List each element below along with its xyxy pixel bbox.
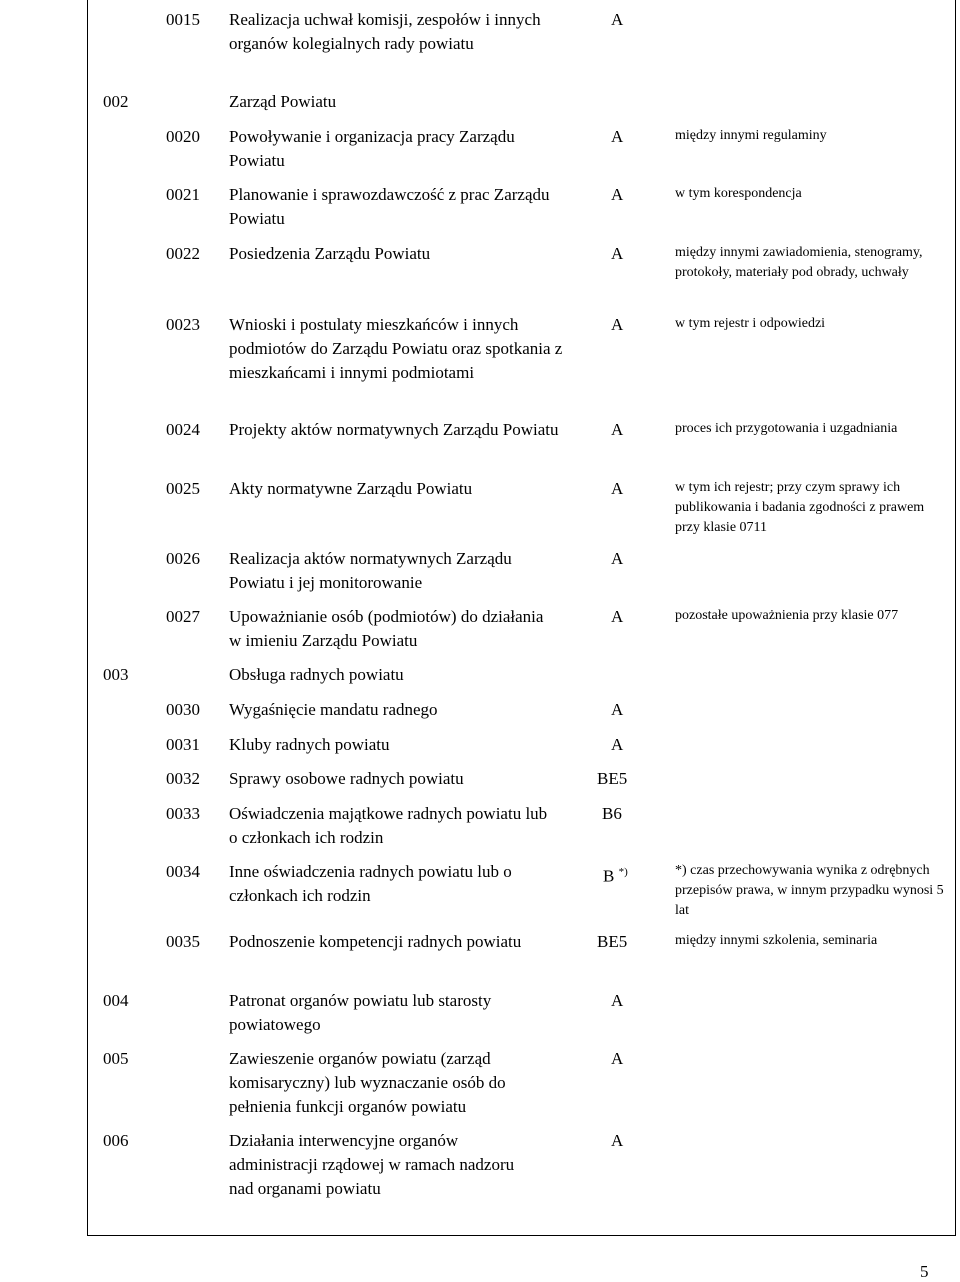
row-category: A: [611, 127, 624, 146]
row-title: Zawieszenie organów powiatu (zarząd komisaryczny) lub wyznaczanie osób do pełnienia funkcji organów powiatu: [229, 1049, 506, 1116]
row-code: 002: [103, 92, 129, 111]
row-title: Oświadczenia majątkowe radnych powiatu lub o członkach ich rodzin: [229, 804, 548, 847]
row-category: A: [611, 244, 624, 263]
row-code: 003: [103, 665, 129, 684]
row-category: A: [611, 479, 624, 498]
row-title: Projekty aktów normatywnych Zarządu Powiatu: [229, 420, 559, 439]
row-note: między innymi zawiadomienia, stenogramy, protokoły, materiały pod obrady, uchwały: [675, 245, 923, 280]
row-title: Upoważnianie osób (podmiotów) do działania w imieniu Zarządu Powiatu: [229, 607, 544, 650]
row-title: Realizacja uchwał komisji, zespołów i innych organów kolegialnych rady powiatu: [229, 10, 541, 53]
row-title: Obsługa radnych powiatu: [229, 665, 404, 684]
row-title: Realizacja aktów normatywnych Zarządu Powiatu i jej monitorowanie: [229, 549, 512, 592]
row-category: A: [611, 991, 624, 1010]
row-note: w tym rejestr i odpowiedzi: [675, 316, 826, 331]
row-category: A: [611, 10, 624, 29]
row-category: B *): [603, 866, 628, 886]
row-title: Inne oświadczenia radnych powiatu lub o członkach ich rodzin: [229, 862, 512, 905]
row-note: między innymi regulaminy: [675, 128, 827, 143]
row-code: 0024: [166, 420, 200, 439]
row-category: A: [611, 1049, 624, 1068]
row-note: w tym korespondencja: [675, 186, 802, 201]
row-category: A: [611, 735, 624, 754]
page-number: 5: [920, 1262, 929, 1281]
row-category: B6: [602, 804, 622, 823]
row-note: *) czas przechowywania wynika z odrębnych przepisów prawa, w innym przypadku wynosi 5 lat: [675, 863, 944, 918]
row-category: A: [611, 700, 624, 719]
row-title: Kluby radnych powiatu: [229, 735, 390, 754]
row-title: Sprawy osobowe radnych powiatu: [229, 769, 464, 788]
row-title: Powoływanie i organizacja pracy Zarządu Powiatu: [229, 127, 515, 170]
row-title: Wnioski i postulaty mieszkańców i innych podmiotów do Zarządu Powiatu oraz spotkania z mieszkańcami i innymi podmiotami: [229, 315, 563, 382]
row-code: 0025: [166, 479, 200, 498]
row-code: 0030: [166, 700, 200, 719]
row-code: 0034: [166, 862, 200, 881]
row-code: 0031: [166, 735, 200, 754]
row-category: A: [611, 549, 624, 568]
row-note: między innymi szkolenia, seminaria: [675, 933, 878, 948]
row-note: w tym ich rejestr; przy czym sprawy ich publikowania i badania zgodności z prawem przy klasie 0711: [675, 480, 925, 535]
row-title: Akty normatywne Zarządu Powiatu: [229, 479, 473, 498]
row-title: Działania interwencyjne organów administracji rządowej w ramach nadzoru nad organami powiatu: [229, 1131, 515, 1198]
row-category: BE5: [597, 932, 628, 951]
row-category: A: [611, 420, 624, 439]
row-code: 0021: [166, 185, 200, 204]
row-title: Wygaśnięcie mandatu radnego: [229, 700, 438, 719]
row-code: 005: [103, 1049, 129, 1068]
row-title: Patronat organów powiatu lub starosty powiatowego: [229, 991, 492, 1034]
row-note: pozostałe upoważnienia przy klasie 077: [675, 608, 899, 623]
row-title: Planowanie i sprawozdawczość z prac Zarządu Powiatu: [229, 185, 550, 228]
row-code: 0027: [166, 607, 200, 626]
row-code: 004: [103, 991, 129, 1010]
row-note: proces ich przygotowania i uzgadniania: [675, 421, 898, 436]
row-code: 0035: [166, 932, 200, 951]
row-code: 0032: [166, 769, 200, 788]
row-code: 0015: [166, 10, 200, 29]
row-category: A: [611, 607, 624, 626]
row-category: BE5: [597, 769, 628, 788]
row-title: Zarząd Powiatu: [229, 92, 337, 111]
row-code: 0033: [166, 804, 200, 823]
row-category: A: [611, 315, 624, 334]
row-code: 006: [103, 1131, 129, 1150]
footnote-marker: *): [618, 866, 628, 878]
row-code: 0020: [166, 127, 200, 146]
row-title: Posiedzenia Zarządu Powiatu: [229, 244, 431, 263]
row-code: 0026: [166, 549, 200, 568]
row-code: 0023: [166, 315, 200, 334]
row-category: A: [611, 1131, 624, 1150]
row-code: 0022: [166, 244, 200, 263]
row-title: Podnoszenie kompetencji radnych powiatu: [229, 932, 522, 951]
row-category: A: [611, 185, 624, 204]
